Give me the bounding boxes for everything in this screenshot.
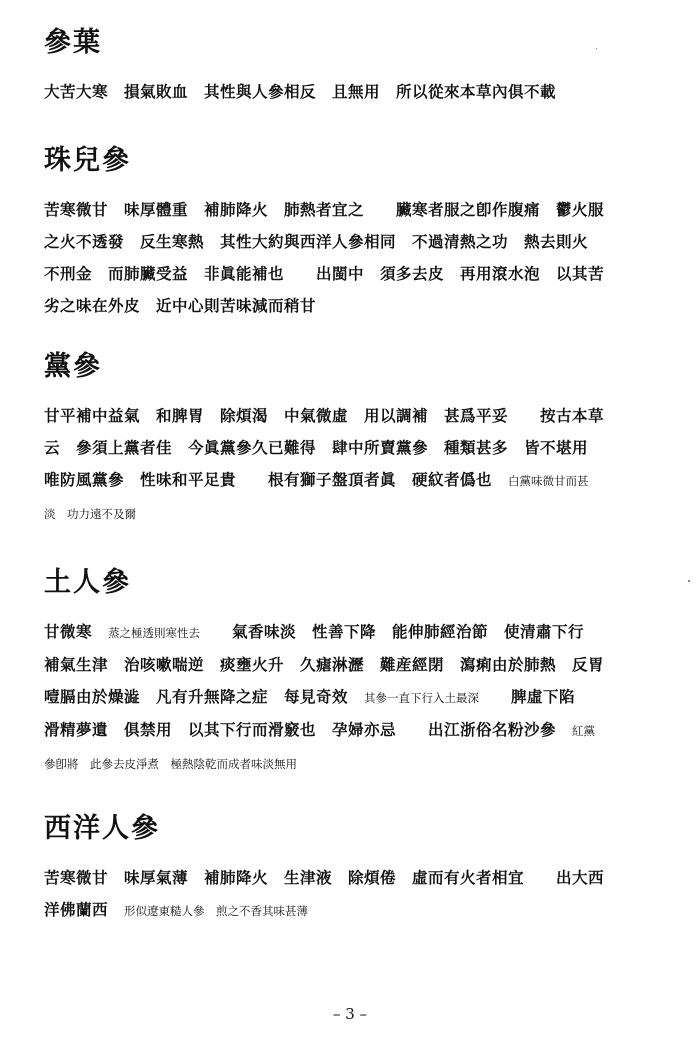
annotation-note: 淡 功力遠不及爾 (44, 507, 136, 521)
text-line (44, 290, 664, 322)
text-segment: 苦寒微甘 味厚體重 補肺降火 肺熱者宜之 臟寒者服之卽作腹痛 鬱火服 (44, 200, 605, 219)
text-segment: 氣香味淡 性善下降 能伸肺經治節 使清肅下行 (200, 622, 585, 641)
scan-speck (688, 580, 690, 582)
text-line (44, 616, 664, 649)
text-segment: 苦寒微甘 味厚氣薄 補肺降火 生津液 除煩倦 虛而有火者相宜 出大西 (44, 868, 605, 887)
text-segment: 滑精夢遺 俱禁用 以其下行而滑竅也 孕婦亦忌 出江浙俗名粉沙參 (44, 720, 573, 739)
text-segment: 劣之味在外皮 近中心則苦味減而稍甘 (44, 296, 317, 315)
scan-speck (596, 48, 597, 49)
annotation-note: 參卽將 此參去皮淨煮 極熱陰乾而成者味淡無用 (44, 757, 297, 771)
section-heading: 黨參 (44, 351, 102, 382)
annotation-note: 其參一直下行入土最深 (364, 691, 480, 705)
text-line (44, 400, 664, 432)
text-segment: 脾虛下陷 (479, 687, 576, 706)
annotation-note: 白黨味微甘而甚 (508, 474, 589, 488)
section-heading: 土人參 (44, 567, 131, 598)
text-segment: 不刑金 而肺臟受益 非眞能補也 出閩中 須多去皮 再用滾水泡 以其苦 (44, 264, 605, 283)
text-line (44, 714, 664, 747)
section-zhu-er-shen (44, 144, 664, 322)
text-line (44, 681, 664, 714)
text-line (44, 464, 664, 497)
text-line (44, 894, 664, 927)
text-segment: 噎膈由於燥澁 凡有升無降之症 每見奇效 (44, 687, 365, 706)
section-heading: 參葉 (44, 27, 102, 58)
text-line (44, 432, 664, 464)
text-segment: 之火不透發 反生寒熱 其性大約與西洋人參相同 不過清熱之功 熱去則火 (44, 232, 589, 251)
section-shen-ye (44, 26, 664, 108)
section-tu-ren-shen (44, 566, 664, 780)
text-line (44, 258, 664, 290)
text-segment: 云 參須上黨者佳 今眞黨參久已難得 肆中所賣黨參 種類甚多 皆不堪用 (44, 438, 589, 457)
annotation-note: 蒸之極透則寒性去 (108, 626, 201, 640)
text-line (44, 226, 664, 258)
text-segment: 洋佛蘭西 (44, 900, 125, 919)
text-line (44, 747, 664, 780)
text-segment: 補氣生津 治咳嗽喘逆 痰壅火升 久瘧淋瀝 難産經閉 瀉痢由於肺熱 反胃 (44, 655, 605, 674)
text-segment: 甘平補中益氣 和脾胃 除煩渴 中氣微虛 用以調補 甚爲平妥 按古本草 (44, 406, 605, 425)
section-dang-shen (44, 350, 664, 530)
section-heading: 西洋人參 (44, 813, 160, 844)
text-segment: 唯防風黨參 性味和平足貴 根有獅子盤頂者眞 硬紋者僞也 (44, 470, 509, 489)
annotation-note: 形似遼東糙人參 煎之不香其味甚薄 (124, 904, 309, 918)
text-line (44, 862, 664, 894)
annotation-note: 紅黨 (572, 724, 596, 738)
text-line (44, 497, 664, 530)
text-segment: 大苦大寒 損氣敗血 其性與人參相反 且無用 所以從來本草內俱不載 (44, 82, 557, 101)
text-line (44, 649, 664, 681)
text-line (44, 194, 664, 226)
page-number: – 3 – (332, 1005, 368, 1023)
text-line (44, 76, 664, 108)
section-heading: 珠兒參 (44, 145, 131, 176)
section-xi-yang-ren-shen (44, 812, 664, 927)
text-segment: 甘微寒 (44, 622, 109, 641)
